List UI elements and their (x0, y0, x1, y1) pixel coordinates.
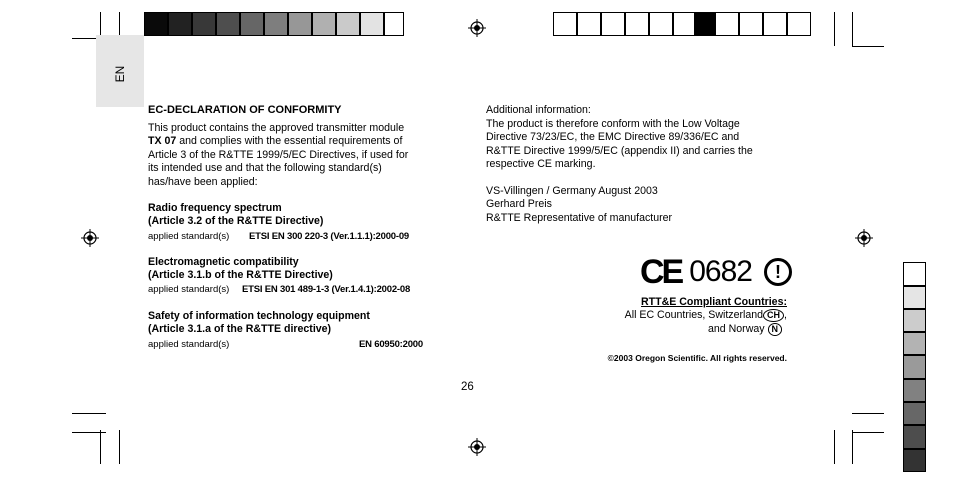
color-swatch (903, 332, 926, 355)
crop-mark (834, 12, 835, 46)
registration-mark-icon (468, 19, 486, 37)
color-swatch (312, 12, 336, 36)
standard-value: ETSI EN 300 220-3 (Ver.1.1.1):2000-09 (249, 231, 410, 242)
registration-mark-icon (468, 438, 486, 456)
color-swatch (360, 12, 384, 36)
color-swatch (192, 12, 216, 36)
section-subtitle: (Article 3.1.b of the R&TTE Directive) (148, 269, 333, 281)
additional-info-line: R&TTE Directive 1999/5/EC (appendix II) and carries the (486, 145, 753, 157)
page-number: 26 (461, 381, 474, 393)
color-swatch (903, 402, 926, 425)
color-swatch (739, 12, 763, 36)
countries-line (708, 323, 782, 337)
color-swatch (336, 12, 360, 36)
section-title: Safety of information technology equipment (148, 310, 370, 322)
color-swatch (763, 12, 787, 36)
ce-marking (640, 255, 792, 289)
standard-label: applied standard(s) (148, 284, 230, 295)
switzerland-badge: CH (763, 309, 784, 322)
alert-symbol-icon: ! (764, 258, 792, 286)
intro-line (148, 135, 402, 149)
standard-value: ETSI EN 301 489-1-3 (Ver.1.4.1):2002-08 (242, 284, 411, 295)
intro-line-rest: and complies with the essential requirements of (176, 135, 403, 147)
crop-mark (100, 430, 101, 464)
section-title: Electromagnetic compatibility (148, 256, 299, 268)
countries-heading: RTT&E Compliant Countries: (641, 296, 787, 308)
color-swatch (903, 449, 926, 472)
crop-mark (72, 432, 106, 433)
color-swatch (903, 262, 926, 286)
color-swatch (903, 309, 926, 332)
color-swatch (695, 12, 715, 36)
color-swatch (787, 12, 811, 36)
crop-mark (852, 430, 853, 464)
color-swatch (264, 12, 288, 36)
copyright: ©2003 Oregon Scientific. All rights reserved. (607, 353, 787, 363)
color-swatch (903, 355, 926, 379)
signature-line: Gerhard Preis (486, 198, 552, 210)
section-subtitle: (Article 3.2 of the R&TTE Directive) (148, 215, 324, 227)
color-swatch (288, 12, 312, 36)
intro-line: This product contains the approved transmitter module (148, 122, 405, 134)
color-swatch (649, 12, 673, 36)
declaration-heading: EC-DECLARATION OF CONFORMITY (148, 104, 342, 116)
standard-label: applied standard(s) (148, 231, 230, 242)
norway-badge: N (768, 323, 783, 336)
color-swatch (144, 12, 168, 36)
standard-label: applied standard(s) (148, 339, 230, 350)
countries-text: and Norway (708, 323, 765, 335)
color-swatch (601, 12, 625, 36)
color-swatch (240, 12, 264, 36)
crop-mark (852, 413, 884, 414)
signature-line: R&TTE Representative of manufacturer (486, 212, 673, 224)
ce-mark: CE (640, 253, 682, 291)
registration-mark-icon (81, 229, 99, 247)
standard-value: EN 60950:2000 (359, 339, 423, 350)
additional-info-line: The product is therefore conform with the Low Voltage (486, 118, 740, 130)
additional-info-line: Additional information: (486, 104, 591, 116)
notified-body-number: 0682 (689, 255, 752, 288)
intro-line: has/have been applied: (148, 176, 258, 188)
color-swatch (903, 379, 926, 402)
language-label: EN (113, 65, 127, 83)
additional-info-line: Directive 73/23/EC, the EMC Directive 89/336/EC and (486, 131, 740, 143)
crop-mark (852, 432, 884, 433)
crop-mark (834, 430, 835, 464)
registration-mark-icon (855, 229, 873, 247)
color-swatch (577, 12, 601, 36)
color-swatch (903, 286, 926, 309)
color-swatch (673, 12, 695, 36)
color-swatch (903, 425, 926, 449)
crop-mark (852, 46, 884, 47)
signature-line: VS-Villingen / Germany August 2003 (486, 185, 658, 197)
section-subtitle: (Article 3.1.a of the R&TTE directive) (148, 323, 332, 335)
comma: , (784, 309, 787, 321)
color-swatch (715, 12, 739, 36)
color-swatch (384, 12, 404, 36)
crop-mark (119, 430, 120, 464)
color-swatch (625, 12, 649, 36)
additional-info-line: respective CE marking. (486, 158, 596, 170)
color-swatch (168, 12, 192, 36)
countries-line (625, 309, 787, 323)
crop-mark (72, 413, 106, 414)
crop-mark (852, 12, 853, 46)
intro-line: Article 3 of the R&TTE 1999/5/EC Directives, if used for (148, 149, 409, 161)
color-swatch (216, 12, 240, 36)
intro-line: its intended use and that the following standard(s) (148, 162, 382, 174)
model-name: TX 07 (148, 135, 177, 147)
countries-text: All EC Countries, Switzerland (624, 309, 764, 321)
color-swatch (553, 12, 577, 36)
section-title: Radio frequency spectrum (148, 202, 282, 214)
